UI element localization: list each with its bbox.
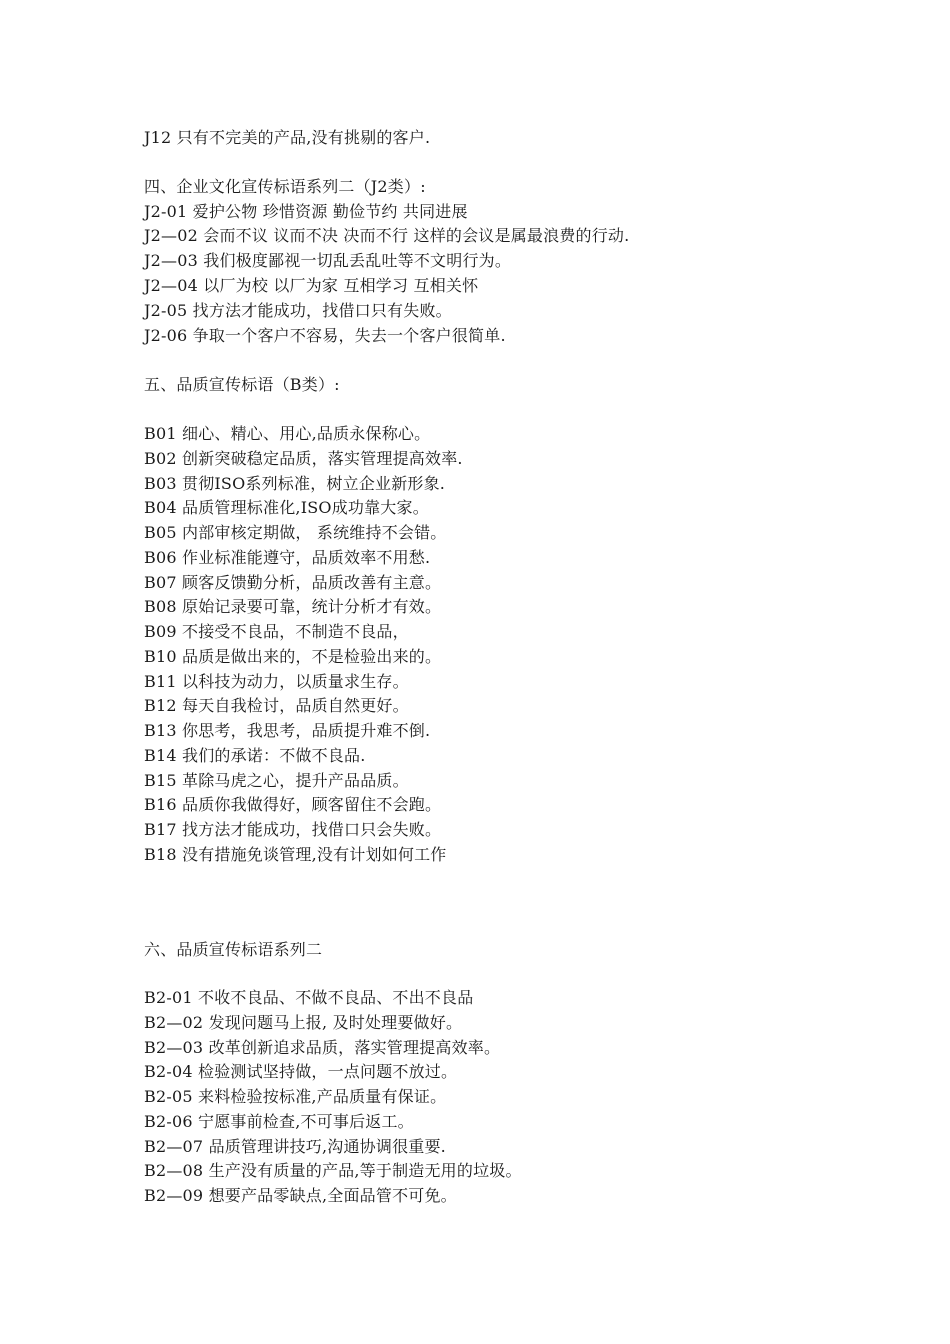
b-item: B09 不接受不良品，不制造不良品， xyxy=(144,622,409,641)
b-item: B05 内部审核定期做， 系统维持不会错。 xyxy=(144,523,447,542)
b-item: B08 原始记录要可靠，统计分析才有效。 xyxy=(144,597,442,616)
b-item: B16 品质你我做得好，顾客留住不会跑。 xyxy=(144,795,442,814)
section-4-heading: 四、企业文化宣传标语系列二（J2类）: xyxy=(144,177,426,196)
b-item: B02 创新突破稳定品质，落实管理提高效率. xyxy=(144,449,463,468)
b-item: B13 你思考，我思考，品质提升难不倒. xyxy=(144,721,431,740)
b2-item: B2—09 想要产品零缺点,全面品管不可免。 xyxy=(144,1186,457,1205)
b2-item: B2—02 发现问题马上报, 及时处理要做好。 xyxy=(144,1013,463,1032)
j2-item: J2-05 找方法才能成功，找借口只有失败。 xyxy=(144,301,452,320)
b2-item: B2-04 检验测试坚持做，一点问题不放过。 xyxy=(144,1062,458,1081)
j2-item: J2-06 争取一个客户不容易，失去一个客户很简单. xyxy=(144,326,506,345)
b2-item: B2—07 品质管理讲技巧,沟通协调很重要. xyxy=(144,1137,446,1156)
b-item: B17 找方法才能成功，找借口只会失败。 xyxy=(144,820,442,839)
b-item: B07 顾客反馈勤分析，品质改善有主意。 xyxy=(144,573,442,592)
section-5-heading: 五、品质宣传标语（B类）: xyxy=(144,375,340,394)
b-item: B11 以科技为动力，以质量求生存。 xyxy=(144,672,409,691)
j2-item: J2—03 我们极度鄙视一切乱丢乱吐等不文明行为。 xyxy=(144,251,512,270)
section-6-heading: 六、品质宣传标语系列二 xyxy=(144,940,323,959)
b2-item: B2-06 宁愿事前检查,不可事后返工。 xyxy=(144,1112,414,1131)
j2-item: J2—04 以厂为校 以厂为家 互相学习 互相关怀 xyxy=(144,276,479,295)
b2-item: B2-05 来料检验按标准,产品质量有保证。 xyxy=(144,1087,447,1106)
b-item: B15 革除马虎之心，提升产品品质。 xyxy=(144,771,409,790)
b2-item: B2—03 改革创新追求品质，落实管理提高效率。 xyxy=(144,1038,501,1057)
b-item: B01 细心、精心、用心,品质永保称心。 xyxy=(144,424,431,443)
j12-line: J12 只有不完美的产品,没有挑剔的客户. xyxy=(144,128,431,147)
b-item: B06 作业标准能遵守，品质效率不用愁. xyxy=(144,548,431,567)
b-item: B03 贯彻ISO系列标准，树立企业新形象. xyxy=(144,474,446,493)
b-item: B14 我们的承诺：不做不良品. xyxy=(144,746,366,765)
b2-item: B2-01 不收不良品、不做不良品、不出不良品 xyxy=(144,988,474,1007)
b2-item: B2—08 生产没有质量的产品,等于制造无用的垃圾。 xyxy=(144,1161,522,1180)
b-item: B12 每天自我检讨，品质自然更好。 xyxy=(144,696,409,715)
b-item: B10 品质是做出来的，不是检验出来的。 xyxy=(144,647,442,666)
b-item: B18 没有措施免谈管理,没有计划如何工作 xyxy=(144,845,447,864)
j2-item: J2—02 会而不议 议而不决 决而不行 这样的会议是属最浪费的行动. xyxy=(144,226,630,245)
b-item: B04 品质管理标准化,ISO成功靠大家。 xyxy=(144,498,429,517)
j2-item: J2-01 爱护公物 珍惜资源 勤俭节约 共同进展 xyxy=(144,202,468,221)
